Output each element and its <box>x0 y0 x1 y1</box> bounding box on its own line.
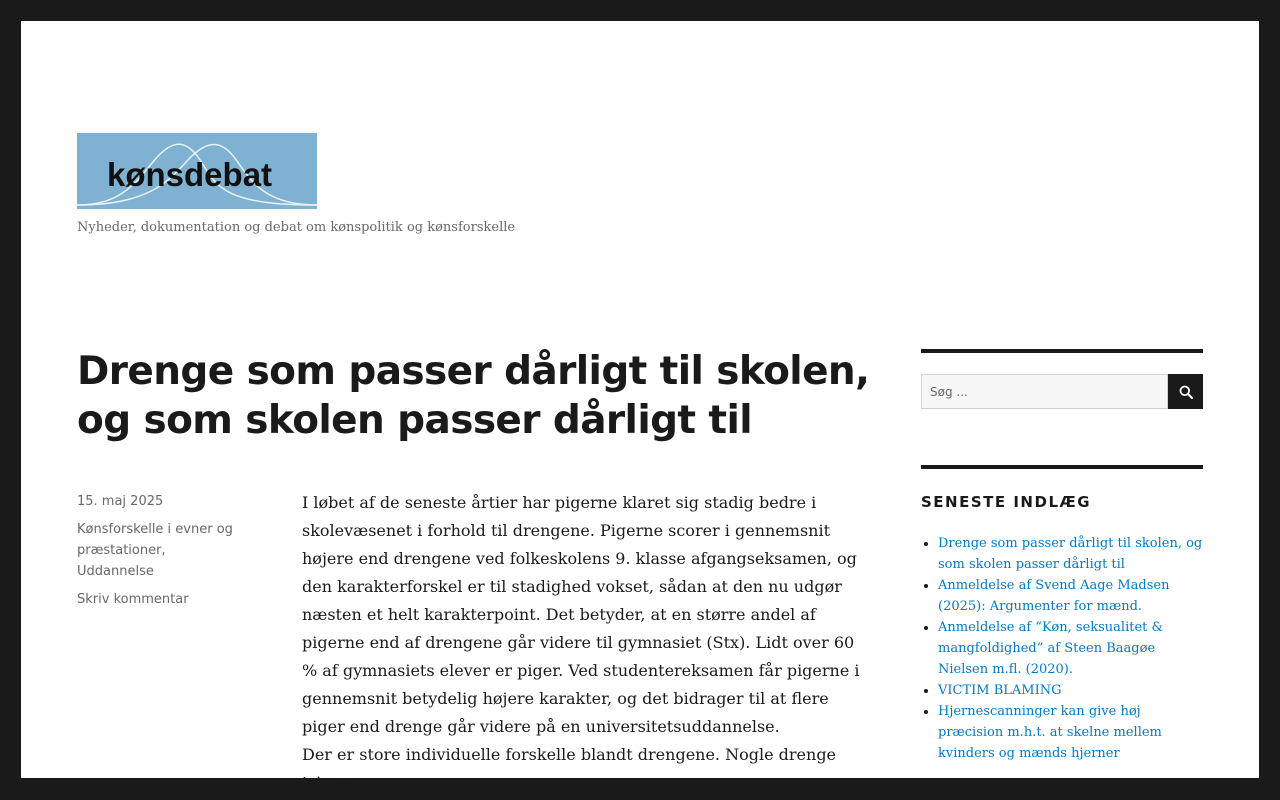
search-button[interactable] <box>1168 374 1203 409</box>
logo-text: kønsdebat <box>107 156 273 193</box>
logo-graphic <box>77 133 317 209</box>
sidebar <box>921 349 1203 764</box>
search-form <box>921 374 1203 409</box>
search-input[interactable] <box>921 374 1168 409</box>
category-link[interactable]: Kønsforskelle i evner og præstationer <box>77 522 233 558</box>
recent-post-link[interactable]: Hjernescanninger kan give høj præcision m.h.t. at skelne mellem kvinders og mænds hjerner <box>938 704 1162 761</box>
paragraph: I løbet af de seneste årtier har pigerne klaret sig stadig bedre i skolevæsenet i forhold til drengene. Pigerne scorer i gennemsnit højere end drengene ved folkeskolens 9. klasse afgangseksamen, og den karakterforskel er til stadighed vokset, sådan at den nu udgør næsten et helt karakterpoint. Det betyder, at en større andel af pigerne end af drengene går videre til gymnasiet (Stx). Lidt over 60 % af gymnasiets elever er piger. Ved studentereksamen får pigerne i gennemsnit betydelig højere karakter, og det bidrager til at flere piger end drenge går videre på en universitetsuddannelse. <box>302 493 860 736</box>
list-item <box>938 680 1203 701</box>
post-categories: Kønsforskelle i evner og præstationer, Uddannelse <box>77 522 233 579</box>
site-tagline: Nyheder, dokumentation og debat om kønspolitik og kønsforskelle <box>77 220 516 235</box>
post-meta <box>77 491 257 617</box>
comment-link[interactable]: Skriv kommentar <box>77 592 189 607</box>
list-item <box>938 701 1203 764</box>
list-item <box>938 533 1203 575</box>
divider <box>921 349 1203 353</box>
recent-posts-title: SENESTE INDLÆG <box>921 493 1092 511</box>
recent-post-link[interactable]: Drenge som passer dårligt til skolen, og som skolen passer dårligt til <box>938 536 1203 572</box>
search-icon <box>1179 385 1193 399</box>
post-content <box>302 489 868 797</box>
post-date-link[interactable]: 15. maj 2025 <box>77 494 164 509</box>
recent-post-link[interactable]: Anmeldelse af “Køn, seksualitet & mangfoldighed” af Steen Baagøe Nielsen m.fl. (2020). <box>938 620 1164 677</box>
paragraph: Der er store individuelle forskelle blandt drengene. Nogle drenge trives <box>302 745 837 792</box>
post-title: Drenge som passer dårligt til skolen, og som skolen passer dårligt til <box>77 349 870 443</box>
recent-posts-list <box>921 533 1203 764</box>
page <box>21 21 1259 792</box>
site-logo[interactable] <box>77 133 317 209</box>
recent-post-link[interactable]: Anmeldelse af Svend Aage Madsen (2025): Argumenter for mænd. <box>938 578 1170 614</box>
list-item <box>938 617 1203 680</box>
recent-post-link[interactable]: VICTIM BLAMING <box>938 683 1062 698</box>
list-item <box>938 575 1203 617</box>
category-link[interactable]: Uddannelse <box>77 564 154 579</box>
divider <box>921 465 1203 469</box>
